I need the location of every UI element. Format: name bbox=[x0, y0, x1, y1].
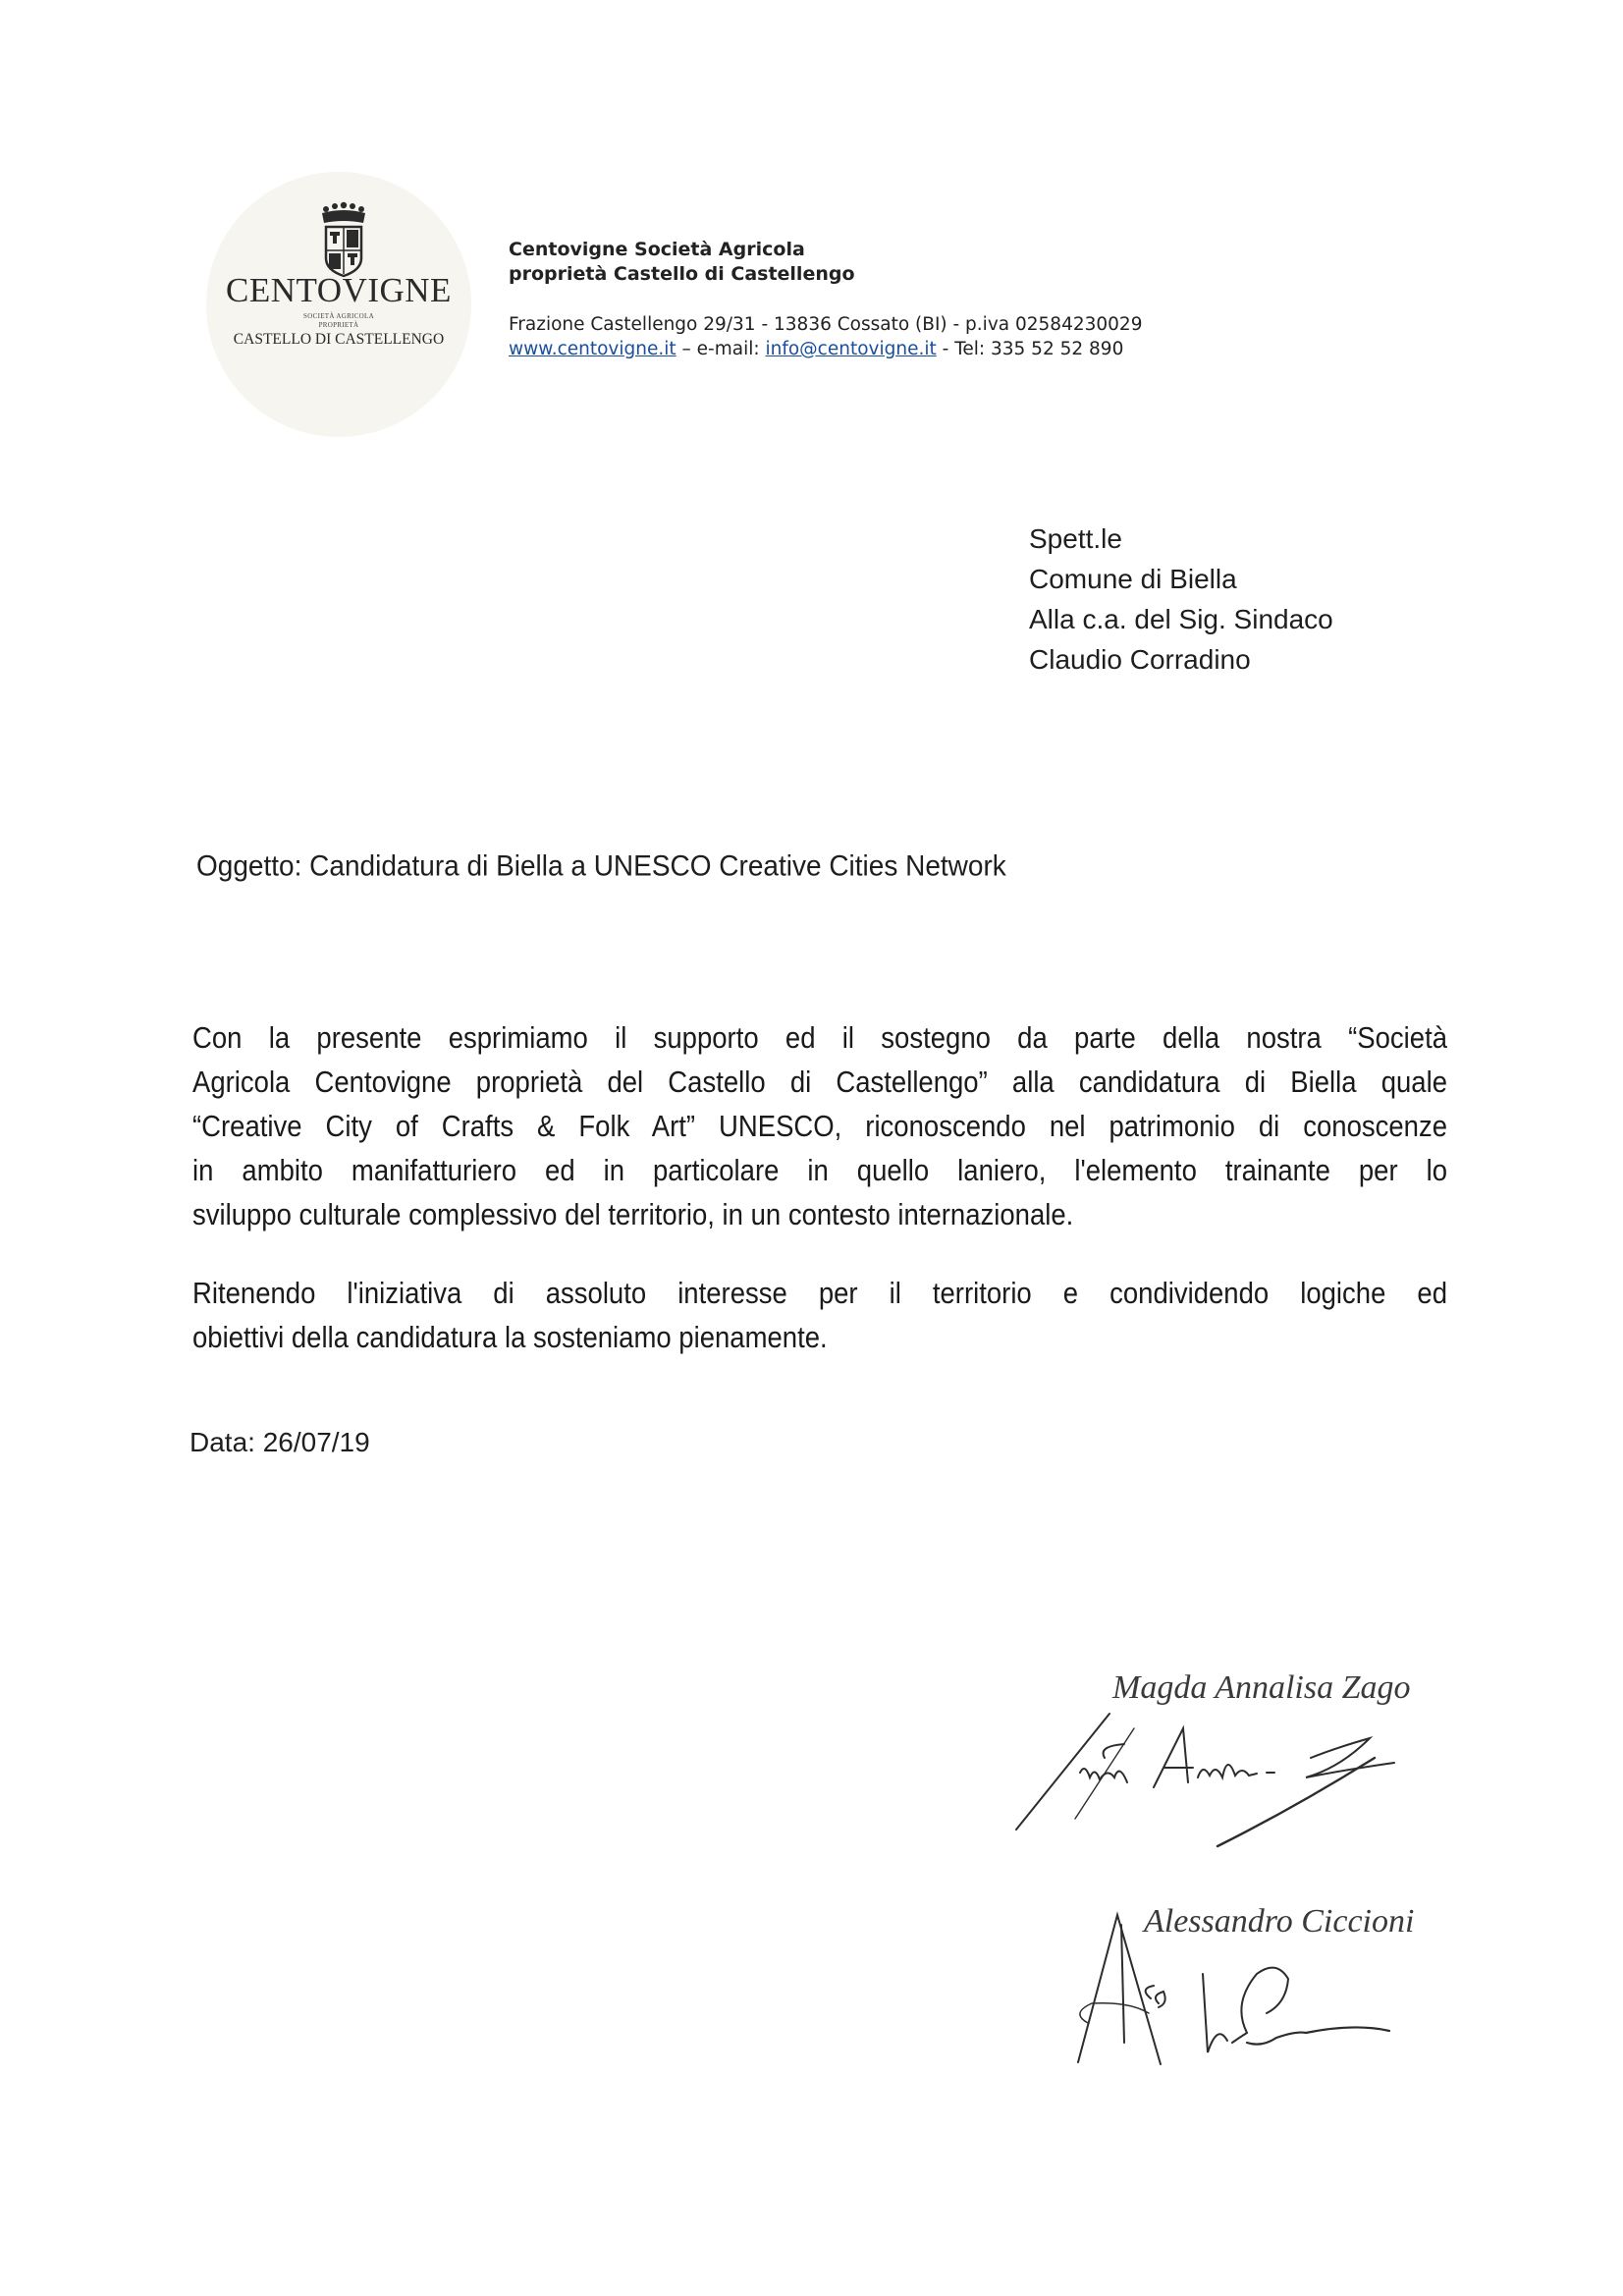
body-line: Con la presente esprimiamo il supporto ed il sostegno da parte della nostra “Società bbox=[192, 1020, 1447, 1055]
signatory-name-2: Alessandro Ciccioni bbox=[1144, 1903, 1415, 1940]
body-paragraph-2 bbox=[192, 1271, 1447, 1359]
body-line: Agricola Centovigne proprietà del Castello di Castellengo” alla candidatura di Biella quale bbox=[192, 1065, 1447, 1099]
signature-2-icon bbox=[982, 1905, 1434, 2072]
body-line: obiettivi della candidatura la sosteniamo pienamente. bbox=[192, 1320, 828, 1354]
logo-tagline-2: PROPRIETÀ bbox=[318, 321, 359, 329]
logo-subtitle: CASTELLO DI CASTELLENGO bbox=[233, 331, 445, 348]
body-line: in ambito manifatturiero ed in particolare in quello laniero, l'elemento trainante per lo bbox=[192, 1153, 1447, 1187]
company-subname: proprietà Castello di Castellengo bbox=[509, 263, 855, 285]
logo-wordmark: CENTOVIGNE bbox=[226, 271, 452, 309]
email-link[interactable]: info@centovigne.it bbox=[765, 339, 937, 359]
recipient-line: Comune di Biella bbox=[1029, 564, 1237, 594]
body-line: Ritenendo l'iniziativa di assoluto interesse per il territorio e condividendo logiche ed bbox=[192, 1276, 1447, 1310]
company-address: Frazione Castellengo 29/31 - 13836 Cossato (BI) - p.iva 02584230029 bbox=[509, 314, 1143, 335]
body-line: sviluppo culturale complessivo del territorio, in un contesto internazionale. bbox=[192, 1197, 1074, 1231]
recipient-line: Alla c.a. del Sig. Sindaco bbox=[1029, 604, 1333, 634]
website-link[interactable]: www.centovigne.it bbox=[509, 339, 676, 359]
signatory-name-1: Magda Annalisa Zago bbox=[1112, 1669, 1411, 1706]
body-paragraph-1 bbox=[192, 1015, 1447, 1236]
company-name: Centovigne Società Agricola bbox=[509, 239, 805, 260]
signature-1-icon bbox=[982, 1709, 1434, 1856]
subject-line: Oggetto: Candidatura di Biella a UNESCO Creative Cities Network bbox=[196, 849, 1006, 882]
email-label: – e-mail: bbox=[681, 339, 760, 359]
recipient-block bbox=[1029, 519, 1333, 680]
crest-icon bbox=[316, 201, 371, 280]
recipient-line: Spett.le bbox=[1029, 523, 1122, 554]
recipient-line: Claudio Corradino bbox=[1029, 644, 1251, 675]
letter-date: Data: 26/07/19 bbox=[189, 1427, 370, 1457]
logo-tagline-1: SOCIETÀ AGRICOLA bbox=[303, 312, 374, 320]
body-line: “Creative City of Crafts & Folk Art” UNESCO, riconoscendo nel patrimonio di conoscenze bbox=[192, 1109, 1447, 1143]
phone-number: - Tel: 335 52 52 890 bbox=[942, 339, 1124, 359]
company-contacts bbox=[509, 339, 1123, 359]
